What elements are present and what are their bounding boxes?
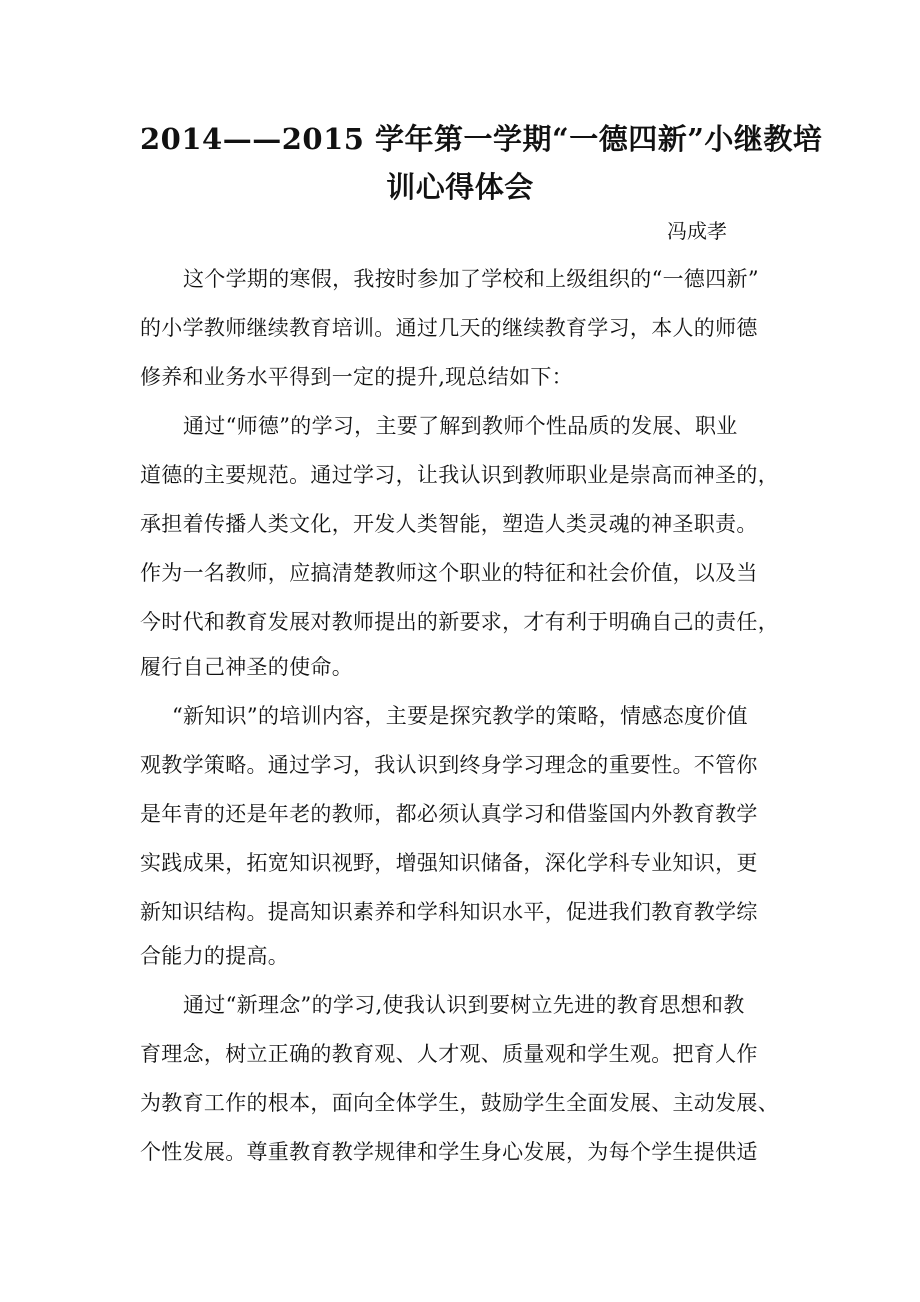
body-line-18: 为教育工作的根本，面向全体学生，鼓励学生全面发展、主动发展、 <box>140 1091 779 1115</box>
body-line-2: 的小学教师继续教育培训。通过几天的继续教育学习，本人的师德 <box>140 316 758 340</box>
body-line-8: 今时代和教育发展对教师提出的新要求，才有利于明确自己的责任， <box>140 610 779 634</box>
body-line-3: 修养和业务水平得到一定的提升,现总结如下： <box>140 365 573 389</box>
body-line-1: 这个学期的寒假，我按时参加了学校和上级组织的“一德四新” <box>183 267 759 291</box>
body-line-16: 通过“新理念”的学习,使我认识到要树立先进的教育思想和教 <box>183 993 745 1017</box>
body-line-13: 实践成果，拓宽知识视野，增强知识储备，深化学科专业知识，更 <box>140 851 758 875</box>
body-line-11: 观教学策略。通过学习，我认识到终身学习理念的重要性。不管你 <box>140 753 758 777</box>
body-line-19: 个性发展。尊重教育教学规律和学生身心发展，为每个学生提供适 <box>140 1140 758 1164</box>
body-line-12: 是年青的还是年老的教师，都必须认真学习和借鉴国内外教育教学 <box>140 802 758 826</box>
body-line-4: 通过“师德”的学习，主要了解到教师个性品质的发展、职业 <box>183 414 738 438</box>
body-line-15: 合能力的提高。 <box>140 944 290 968</box>
document-title-line-2: 训心得体会 <box>386 170 534 204</box>
document-title-line-1: 2014——2015 学年第一学期“一德四新”小继教培 <box>140 122 823 156</box>
body-line-17: 育理念，树立正确的教育观、人才观、质量观和学生观。把育人作 <box>140 1042 758 1066</box>
body-line-14: 新知识结构。提高知识素养和学科知识水平，促进我们教育教学综 <box>140 900 758 924</box>
body-line-7: 作为一名教师，应搞清楚教师这个职业的特征和社会价值，以及当 <box>140 561 758 585</box>
body-line-6: 承担着传播人类文化，开发人类智能，塑造人类灵魂的神圣职责。 <box>140 512 758 536</box>
author-name: 冯成孝 <box>667 219 727 243</box>
body-line-5: 道德的主要规范。通过学习，让我认识到教师职业是崇高而神圣的， <box>140 463 779 487</box>
body-line-10: “新知识”的培训内容，主要是探究教学的策略，情感态度价值 <box>172 704 748 728</box>
body-line-9: 履行自己神圣的使命。 <box>140 655 353 679</box>
